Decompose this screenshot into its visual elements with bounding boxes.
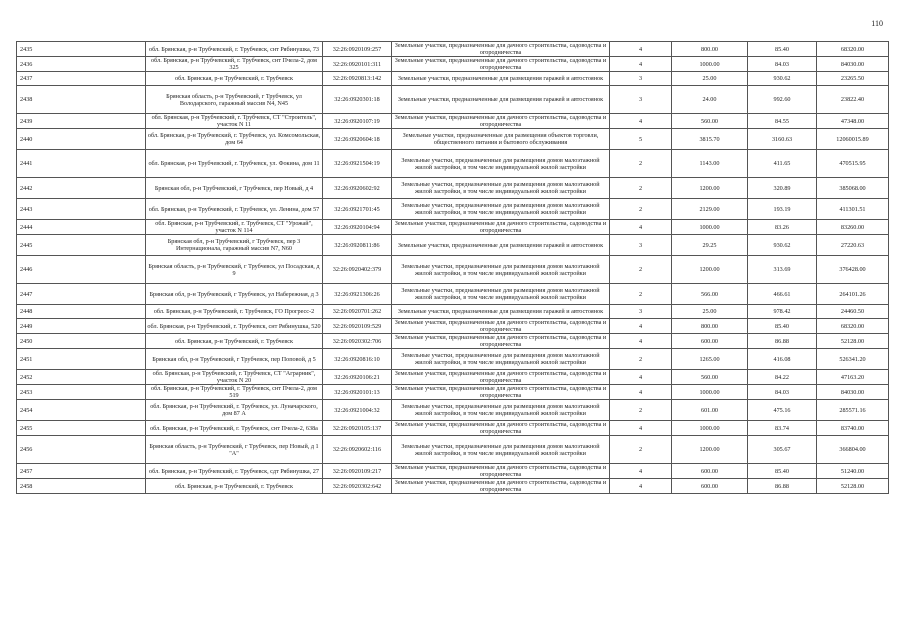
cadastral-number-cell: 32:26:0920101:13 [323, 385, 392, 400]
table-row [17, 305, 889, 319]
row-number: 2453 [17, 385, 146, 400]
row-number: 2449 [17, 319, 146, 334]
address-cell: Брянская обл, р-н Трубчевский, г Трубчевск, пер Поповой, д 5 [146, 349, 323, 370]
land-use-cell: Земельные участки, предназначенные для размещения домов малоэтажной жилой застройки, в том числе индивидуальной жилой застройки [392, 284, 610, 305]
area-cell: 600.00 [672, 479, 748, 494]
group-cell: 5 [610, 129, 672, 150]
specific-value-cell: 475.16 [748, 400, 817, 421]
address-cell: обл. Брянская, р-н Трубчевский, г. Трубчевск, снт Пчела-2, дом 325 [146, 57, 323, 72]
group-cell: 2 [610, 400, 672, 421]
specific-value-cell: 416.08 [748, 349, 817, 370]
specific-value-cell: 85.40 [748, 42, 817, 57]
address-cell: Брянская обл, р-н Трубчевский, г Трубчевск, пер 3 Интернационала, гаражный массив N7, N60 [146, 235, 323, 256]
area-cell: 601.00 [672, 400, 748, 421]
table-row [17, 284, 889, 305]
area-cell: 2129.00 [672, 199, 748, 220]
cadastral-value-cell: 68320.00 [817, 42, 889, 57]
table-row [17, 57, 889, 72]
cadastral-number-cell: 32:26:0920107:19 [323, 114, 392, 129]
cadastral-value-cell: 84030.00 [817, 385, 889, 400]
cadastral-value-cell: 68320.00 [817, 319, 889, 334]
cadastral-number-cell: 32:26:0920301:18 [323, 86, 392, 114]
group-cell: 3 [610, 235, 672, 256]
land-use-cell: Земельные участки, предназначенные для размещения домов малоэтажной жилой застройки, в том числе индивидуальной жилой застройки [392, 199, 610, 220]
row-number: 2457 [17, 464, 146, 479]
area-cell: 600.00 [672, 334, 748, 349]
cadastral-value-cell: 411301.51 [817, 199, 889, 220]
address-cell: обл. Брянская, р-н Трубчевский, г. Трубчевск, снт Рябинушка, 73 [146, 42, 323, 57]
cadastral-value-cell: 366804.00 [817, 436, 889, 464]
group-cell: 3 [610, 72, 672, 86]
cadastral-value-cell: 385068.00 [817, 178, 889, 199]
address-cell: обл. Брянская, р-н Трубчевский, г. Трубчевск, ГО Прогресс-2 [146, 305, 323, 319]
land-use-cell: Земельные участки, предназначенные для дачного строительства, садоводства и огородничества [392, 334, 610, 349]
cadastral-number-cell: 32:26:0920604:18 [323, 129, 392, 150]
cadastral-value-cell: 84030.00 [817, 57, 889, 72]
area-cell: 25.00 [672, 305, 748, 319]
address-cell: обл. Брянская, р-н Трубчевский, г. Трубчевск, снт Рябинушка, 520 [146, 319, 323, 334]
land-use-cell: Земельные участки, предназначенные для размещения гаражей и автостоянок [392, 72, 610, 86]
area-cell: 1000.00 [672, 421, 748, 436]
area-cell: 1143.00 [672, 150, 748, 178]
table-row [17, 114, 889, 129]
specific-value-cell: 84.03 [748, 57, 817, 72]
address-cell: обл. Брянская, р-н Трубчевский, г. Трубчевск [146, 479, 323, 494]
cadastral-number-cell: 32:26:0920101:311 [323, 57, 392, 72]
cadastral-value-cell: 47348.00 [817, 114, 889, 129]
area-cell: 800.00 [672, 42, 748, 57]
specific-value-cell: 978.42 [748, 305, 817, 319]
group-cell: 4 [610, 464, 672, 479]
area-cell: 1000.00 [672, 57, 748, 72]
cadastral-value-cell: 264101.26 [817, 284, 889, 305]
cadastral-number-cell: 32:26:0921004:32 [323, 400, 392, 421]
land-use-cell: Земельные участки, предназначенные для дачного строительства, садоводства и огородничества [392, 114, 610, 129]
address-cell: обл. Брянская, р-н Трубчевский, г. Трубчевск, ул. Комсомольская, дом 64 [146, 129, 323, 150]
cadastral-number-cell: 32:26:0920701:262 [323, 305, 392, 319]
group-cell: 4 [610, 114, 672, 129]
address-cell: обл. Брянская, р-н Трубчевский, г. Трубчевск, СТ "Аграрник", участок N 20 [146, 370, 323, 385]
area-cell: 1200.00 [672, 256, 748, 284]
cadastral-number-cell: 32:26:0921306:26 [323, 284, 392, 305]
address-cell: Брянская область, р-н Трубчевский, г Трубчевск, пер Новый, д 1 "А" [146, 436, 323, 464]
group-cell: 2 [610, 199, 672, 220]
row-number: 2446 [17, 256, 146, 284]
cadastral-value-cell: 83740.00 [817, 421, 889, 436]
specific-value-cell: 320.89 [748, 178, 817, 199]
group-cell: 4 [610, 334, 672, 349]
row-number: 2444 [17, 220, 146, 235]
specific-value-cell: 86.88 [748, 334, 817, 349]
land-use-cell: Земельные участки, предназначенные для дачного строительства, садоводства и огородничества [392, 479, 610, 494]
land-use-cell: Земельные участки, предназначенные для дачного строительства, садоводства и огородничества [392, 370, 610, 385]
cadastral-value-cell: 24460.50 [817, 305, 889, 319]
land-use-cell: Земельные участки, предназначенные для дачного строительства, садоводства и огородничества [392, 421, 610, 436]
address-cell: Брянская обл, р-н Трубчевский, г Трубчевск, пер Новый, д 4 [146, 178, 323, 199]
specific-value-cell: 930.62 [748, 235, 817, 256]
land-use-cell: Земельные участки, предназначенные для дачного строительства, садоводства и огородничества [392, 464, 610, 479]
group-cell: 2 [610, 178, 672, 199]
specific-value-cell: 466.61 [748, 284, 817, 305]
land-use-cell: Земельные участки, предназначенные для размещения домов малоэтажной жилой застройки, в том числе индивидуальной жилой застройки [392, 436, 610, 464]
cadastral-value-cell: 285571.16 [817, 400, 889, 421]
cadastral-value-cell: 51240.00 [817, 464, 889, 479]
table-row [17, 129, 889, 150]
group-cell: 2 [610, 256, 672, 284]
area-cell: 3815.70 [672, 129, 748, 150]
land-use-cell: Земельные участки, предназначенные для дачного строительства, садоводства и огородничества [392, 385, 610, 400]
table-row [17, 349, 889, 370]
cadastral-value-cell: 23265.50 [817, 72, 889, 86]
cadastral-value-cell: 526341.20 [817, 349, 889, 370]
land-use-cell: Земельные участки, предназначенные для размещения домов малоэтажной жилой застройки, в том числе индивидуальной жилой застройки [392, 150, 610, 178]
cadastral-number-cell: 32:26:0920811:86 [323, 235, 392, 256]
row-number: 2455 [17, 421, 146, 436]
cadastral-number-cell: 32:26:0920105:137 [323, 421, 392, 436]
page-number: 110 [871, 19, 883, 28]
land-use-cell: Земельные участки, предназначенные для размещения домов малоэтажной жилой застройки, в том числе индивидуальной жилой застройки [392, 349, 610, 370]
row-number: 2448 [17, 305, 146, 319]
area-cell: 1000.00 [672, 385, 748, 400]
cadastral-value-cell: 12060015.89 [817, 129, 889, 150]
specific-value-cell: 84.55 [748, 114, 817, 129]
row-number: 2454 [17, 400, 146, 421]
land-use-cell: Земельные участки, предназначенные для дачного строительства, садоводства и огородничества [392, 42, 610, 57]
cadastral-value-cell: 27220.63 [817, 235, 889, 256]
cadastral-value-cell: 23822.40 [817, 86, 889, 114]
address-cell: обл. Брянская, р-н Трубчевский, г. Трубчевск [146, 334, 323, 349]
table-row [17, 235, 889, 256]
address-cell: обл. Брянская, р-н Трубчевский, г. Трубчевск, ул. Ленина, дом 57 [146, 199, 323, 220]
address-cell: обл. Брянская, р-н Трубчевский, г. Трубчевск, ул. Луначарского, дом 87 А [146, 400, 323, 421]
cadastral-number-cell: 32:26:0920109:257 [323, 42, 392, 57]
cadastral-value-cell: 52128.00 [817, 479, 889, 494]
table-row [17, 220, 889, 235]
specific-value-cell: 83.26 [748, 220, 817, 235]
row-number: 2447 [17, 284, 146, 305]
group-cell: 4 [610, 319, 672, 334]
land-use-cell: Земельные участки, предназначенные для размещения гаражей и автостоянок [392, 86, 610, 114]
row-number: 2458 [17, 479, 146, 494]
cadastral-number-cell: 32:26:0920106:21 [323, 370, 392, 385]
specific-value-cell: 3160.63 [748, 129, 817, 150]
row-number: 2443 [17, 199, 146, 220]
row-number: 2451 [17, 349, 146, 370]
row-number: 2435 [17, 42, 146, 57]
table-row [17, 72, 889, 86]
area-cell: 25.00 [672, 72, 748, 86]
row-number: 2442 [17, 178, 146, 199]
land-use-cell: Земельные участки, предназначенные для размещения гаражей и автостоянок [392, 235, 610, 256]
group-cell: 3 [610, 305, 672, 319]
address-cell: обл. Брянская, р-н Трубчевский, г. Трубчевск, снт Пчела-2, 638а [146, 421, 323, 436]
address-cell: Брянская область, р-н Трубчевский, г Трубчевск, ул Володарского, гаражный массив N4, N45 [146, 86, 323, 114]
address-cell: обл. Брянская, р-н Трубчевский, г. Трубчевск, СТ "Урожай", участок N 114 [146, 220, 323, 235]
group-cell: 4 [610, 479, 672, 494]
group-cell: 3 [610, 86, 672, 114]
group-cell: 2 [610, 284, 672, 305]
cadastral-number-cell: 32:26:0920813:142 [323, 72, 392, 86]
table-row [17, 256, 889, 284]
cadastral-value-cell: 376428.00 [817, 256, 889, 284]
area-cell: 1265.00 [672, 349, 748, 370]
specific-value-cell: 85.40 [748, 464, 817, 479]
cadastral-value-cell: 83260.00 [817, 220, 889, 235]
cadastral-number-cell: 32:26:0920104:94 [323, 220, 392, 235]
row-number: 2437 [17, 72, 146, 86]
table-row [17, 464, 889, 479]
row-number: 2445 [17, 235, 146, 256]
cadastral-number-cell: 32:26:0920302:642 [323, 479, 392, 494]
cadastral-number-cell: 32:26:0920602:92 [323, 178, 392, 199]
group-cell: 4 [610, 57, 672, 72]
address-cell: Брянская обл, р-н Трубчевский, г Трубчевск, ул Набережная, д 3 [146, 284, 323, 305]
area-cell: 566.00 [672, 284, 748, 305]
specific-value-cell: 305.67 [748, 436, 817, 464]
cadastral-number-cell: 32:26:0920302:706 [323, 334, 392, 349]
table-row [17, 150, 889, 178]
area-cell: 1200.00 [672, 436, 748, 464]
land-use-cell: Земельные участки, предназначенные для размещения гаражей и автостоянок [392, 305, 610, 319]
address-cell: Брянская область, р-н Трубчевский, г Трубчевск, ул Посадская, д 9 [146, 256, 323, 284]
specific-value-cell: 86.88 [748, 479, 817, 494]
group-cell: 2 [610, 150, 672, 178]
land-use-cell: Земельные участки, предназначенные для дачного строительства, садоводства и огородничества [392, 220, 610, 235]
cadastral-number-cell: 32:26:0920402:379 [323, 256, 392, 284]
cadastral-value-cell: 52128.00 [817, 334, 889, 349]
cadastral-number-cell: 32:26:0920109:217 [323, 464, 392, 479]
area-cell: 1000.00 [672, 220, 748, 235]
table-row [17, 86, 889, 114]
specific-value-cell: 83.74 [748, 421, 817, 436]
cadastral-number-cell: 32:26:0920816:10 [323, 349, 392, 370]
table-row [17, 42, 889, 57]
group-cell: 2 [610, 349, 672, 370]
group-cell: 4 [610, 421, 672, 436]
row-number: 2441 [17, 150, 146, 178]
area-cell: 560.00 [672, 114, 748, 129]
area-cell: 1200.00 [672, 178, 748, 199]
table-row [17, 385, 889, 400]
land-use-cell: Земельные участки, предназначенные для размещения объектов торговли, общественного питания и бытового обслуживания [392, 129, 610, 150]
row-number: 2452 [17, 370, 146, 385]
specific-value-cell: 930.62 [748, 72, 817, 86]
land-use-cell: Земельные участки, предназначенные для размещения домов малоэтажной жилой застройки, в том числе индивидуальной жилой застройки [392, 400, 610, 421]
specific-value-cell: 85.40 [748, 319, 817, 334]
cadastral-number-cell: 32:26:0921504:19 [323, 150, 392, 178]
table-row [17, 421, 889, 436]
land-use-cell: Земельные участки, предназначенные для размещения домов малоэтажной жилой застройки, в том числе индивидуальной жилой застройки [392, 256, 610, 284]
table-row [17, 370, 889, 385]
table-row [17, 178, 889, 199]
address-cell: обл. Брянская, р-н Трубчевский, г. Трубчевск, ул. Фокина, дом 11 [146, 150, 323, 178]
cadastral-number-cell: 32:26:0920109:529 [323, 319, 392, 334]
address-cell: обл. Брянская, р-н Трубчевский, г. Трубчевск [146, 72, 323, 86]
row-number: 2438 [17, 86, 146, 114]
table-row [17, 400, 889, 421]
specific-value-cell: 84.22 [748, 370, 817, 385]
table-row [17, 436, 889, 464]
area-cell: 29.25 [672, 235, 748, 256]
row-number: 2439 [17, 114, 146, 129]
cadastral-value-cell: 47163.20 [817, 370, 889, 385]
row-number: 2456 [17, 436, 146, 464]
cadastral-value-table [16, 41, 889, 494]
group-cell: 4 [610, 220, 672, 235]
group-cell: 4 [610, 385, 672, 400]
land-use-cell: Земельные участки, предназначенные для дачного строительства, садоводства и огородничества [392, 57, 610, 72]
address-cell: обл. Брянская, р-н Трубчевский, г. Трубчевск, СТ "Строитель", участок N 11 [146, 114, 323, 129]
address-cell: обл. Брянская, р-н Трубчевский, г. Трубчевск, снт Пчела-2, дом 519 [146, 385, 323, 400]
area-cell: 24.00 [672, 86, 748, 114]
area-cell: 600.00 [672, 464, 748, 479]
land-use-cell: Земельные участки, предназначенные для дачного строительства, садоводства и огородничества [392, 319, 610, 334]
table-row [17, 199, 889, 220]
group-cell: 4 [610, 370, 672, 385]
land-use-cell: Земельные участки, предназначенные для размещения домов малоэтажной жилой застройки, в том числе индивидуальной жилой застройки [392, 178, 610, 199]
specific-value-cell: 84.03 [748, 385, 817, 400]
group-cell: 2 [610, 436, 672, 464]
table-row [17, 319, 889, 334]
group-cell: 4 [610, 42, 672, 57]
table-row [17, 479, 889, 494]
address-cell: обл. Брянская, р-н Трубчевский, г. Трубчевск, сдт Рябинушка, 27 [146, 464, 323, 479]
specific-value-cell: 313.69 [748, 256, 817, 284]
area-cell: 560.00 [672, 370, 748, 385]
row-number: 2440 [17, 129, 146, 150]
table-row [17, 334, 889, 349]
specific-value-cell: 992.60 [748, 86, 817, 114]
area-cell: 800.00 [672, 319, 748, 334]
cadastral-value-cell: 470515.95 [817, 150, 889, 178]
row-number: 2436 [17, 57, 146, 72]
cadastral-number-cell: 32:26:0920602:116 [323, 436, 392, 464]
specific-value-cell: 411.65 [748, 150, 817, 178]
cadastral-number-cell: 32:26:0921701:45 [323, 199, 392, 220]
row-number: 2450 [17, 334, 146, 349]
specific-value-cell: 193.19 [748, 199, 817, 220]
